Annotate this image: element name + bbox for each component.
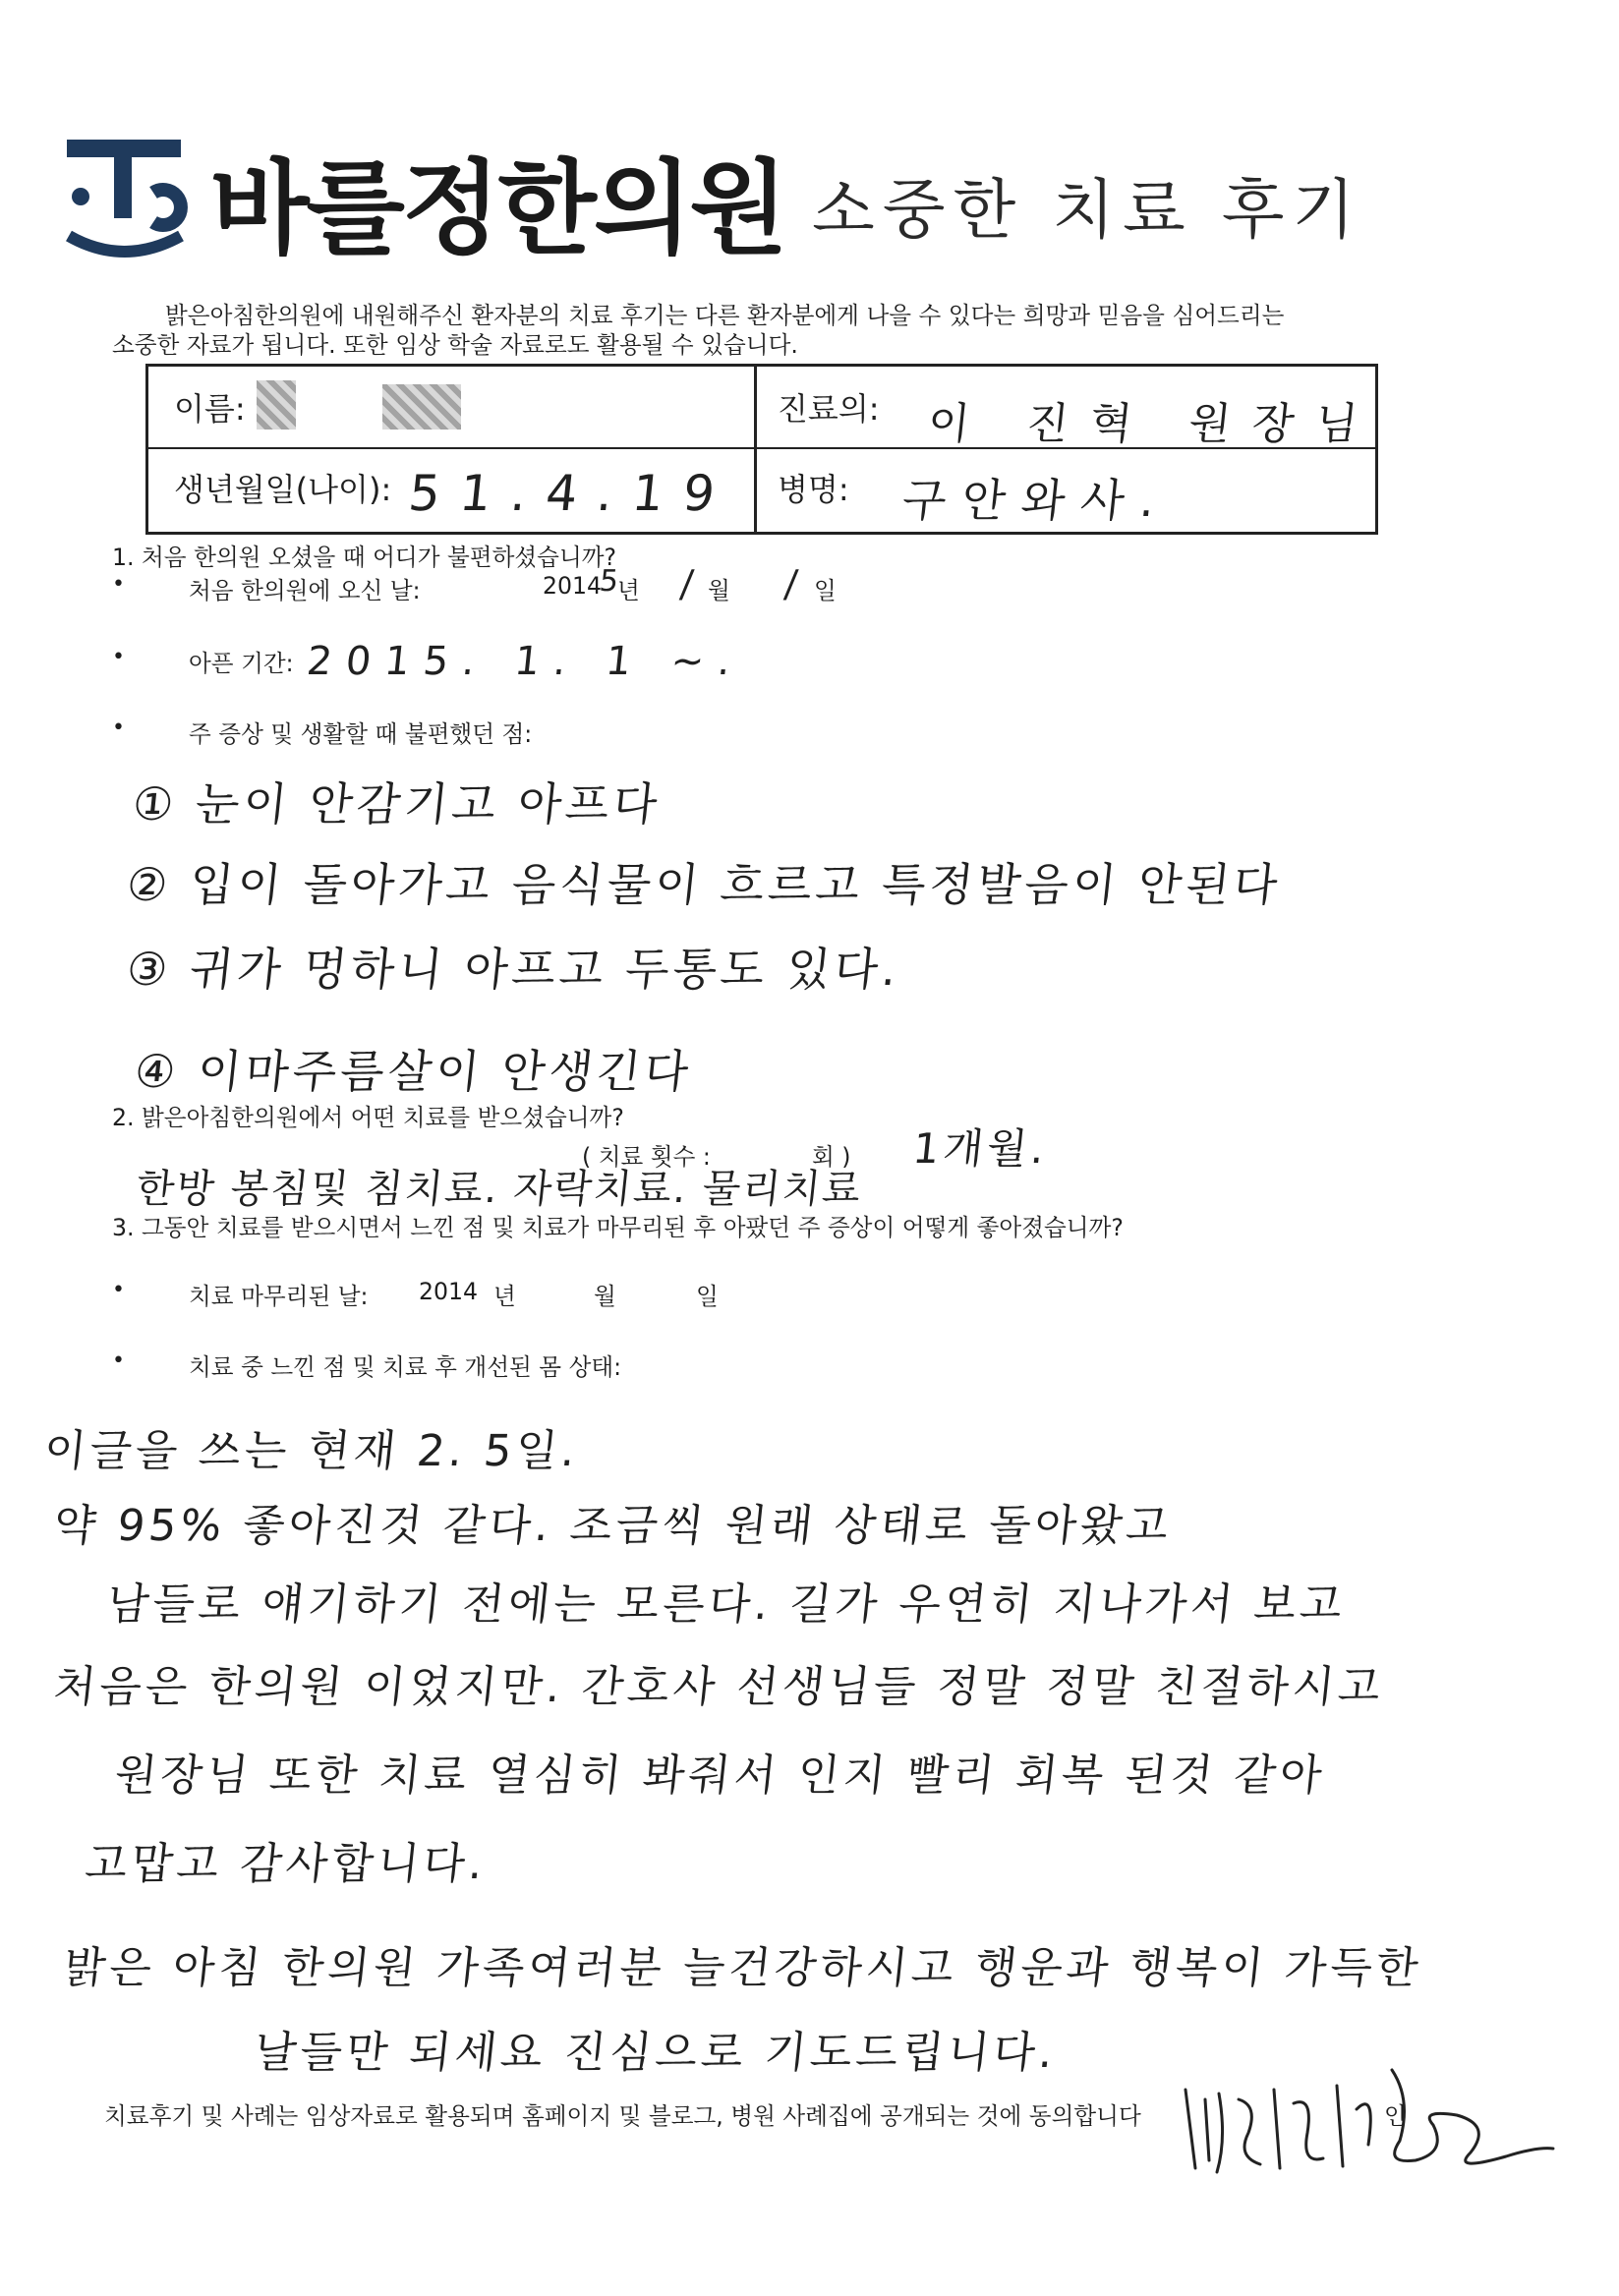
feeling-line: 날들만 되세요 진심으로 기도드립니다. bbox=[252, 2028, 1060, 2078]
end-date-year: 2014 bbox=[419, 1278, 479, 1305]
first-visit-day-unit: 일 bbox=[814, 577, 837, 604]
birth-value: 51.4.19 bbox=[406, 465, 737, 522]
treatment-count-value: 1개월. bbox=[910, 1124, 1051, 1173]
first-visit-month-unit: 월 bbox=[708, 577, 730, 604]
end-date-day-unit: 일 bbox=[696, 1283, 719, 1310]
redacted-name bbox=[257, 380, 296, 430]
intro-line-2: 소중한 자료가 됩니다. 또한 임상 학술 자료로도 활용될 수 있습니다. bbox=[112, 331, 798, 359]
signature bbox=[1176, 2050, 1559, 2184]
document-title: 소중한 치료 후기 bbox=[812, 172, 1363, 248]
pain-period-label: 아픈 기간: bbox=[189, 650, 294, 677]
disease-label: 병명: bbox=[778, 471, 849, 508]
treatments-received: 한방 봉침및 침치료. 자락치료. 물리치료 bbox=[134, 1167, 865, 1212]
doctor-label: 진료의: bbox=[778, 390, 880, 428]
feeling-line: 밝은 아침 한의원 가족여러분 늘건강하시고 행운과 행복이 가득한 bbox=[61, 1943, 1425, 1993]
feeling-line: 고맙고 감사합니다. bbox=[83, 1839, 490, 1889]
feeling-line: 남들로 얘기하기 전에는 모른다. 길가 우연히 지나가서 보고 bbox=[104, 1579, 1349, 1630]
symptoms-label: 주 증상 및 생활할 때 불편했던 점: bbox=[189, 720, 533, 748]
first-visit-year-unit: 년 bbox=[617, 577, 640, 604]
feeling-line: 처음은 한의원 이었지만. 간호사 선생님들 정말 정말 친절하시고 bbox=[51, 1662, 1387, 1712]
first-visit-year: 2014 bbox=[543, 572, 603, 600]
question-1-title: 1. 처음 한의원 오셨을 때 어디가 불편하셨습니까? bbox=[112, 544, 617, 571]
bullet: • bbox=[112, 645, 125, 669]
clinic-logo bbox=[59, 134, 197, 261]
doctor-value: 이 진혁 원장님 bbox=[925, 399, 1382, 449]
table-divider-vertical bbox=[754, 367, 757, 532]
question-2-title: 2. 밝은아침한의원에서 어떤 치료를 받으셨습니까? bbox=[112, 1104, 624, 1131]
feeling-line: 이글을 쓰는 현재 2. 5일. bbox=[41, 1426, 582, 1476]
symptom-line: ② 입이 돌아가고 음식물이 흐르고 특정발음이 안된다 bbox=[124, 858, 1285, 911]
first-visit-month-hand: / bbox=[678, 562, 700, 605]
bullet: • bbox=[112, 572, 125, 597]
patient-info-table bbox=[145, 364, 1382, 535]
first-visit-label: 처음 한의원에 오신 날: bbox=[189, 577, 421, 604]
symptom-line: ③ 귀가 멍하니 아프고 두통도 있다. bbox=[124, 943, 903, 996]
end-date-year-unit: 년 bbox=[493, 1283, 516, 1310]
consent-text: 치료후기 및 사례는 임상자료로 활용되며 홈페이지 및 블로그, 병원 사례집에 공개되는 것에 동의합니다 bbox=[104, 2102, 1141, 2130]
treatment-count-unit: 회 ) bbox=[812, 1143, 851, 1171]
name-label: 이름: bbox=[174, 390, 246, 428]
intro-line-1: 밝은아침한의원에 내원해주신 환자분의 치료 후기는 다른 환자분에게 나을 수 있다는 희망과 믿음을 심어드리는 bbox=[165, 302, 1285, 329]
birth-label: 생년월일(나이): bbox=[174, 471, 392, 508]
feeling-line: 원장님 또한 치료 열심히 봐줘서 인지 빨리 회복 된것 같아 bbox=[112, 1751, 1329, 1801]
redacted-name bbox=[382, 384, 461, 430]
first-visit-year-hand: 5 bbox=[598, 564, 624, 599]
treatment-count-label: ( 치료 횟수 : bbox=[582, 1143, 711, 1171]
first-visit-day-hand: / bbox=[782, 562, 804, 605]
disease-value: 구안와사. bbox=[899, 474, 1174, 527]
symptom-line: ④ 이마주름살이 안생긴다 bbox=[132, 1045, 695, 1098]
bullet: • bbox=[112, 1278, 125, 1302]
feeling-line: 약 95% 좋아진것 같다. 조금씩 원래 상태로 돌아왔고 bbox=[51, 1501, 1175, 1551]
feeling-label: 치료 중 느낀 점 및 치료 후 개선된 몸 상태: bbox=[189, 1353, 622, 1381]
question-3-title: 3. 그동안 치료를 받으시면서 느낀 점 및 치료가 마무리된 후 아팠던 주 증상이 어떻게 좋아졌습니까? bbox=[112, 1214, 1124, 1241]
symptom-line: ① 눈이 안감기고 아프다 bbox=[130, 777, 665, 831]
pain-period-value: 2015. 1. 1 ~. bbox=[305, 639, 747, 684]
clinic-name: 바를정한의원 bbox=[210, 148, 785, 268]
bullet: • bbox=[112, 716, 125, 740]
seal-unit: 인 bbox=[1384, 2102, 1407, 2130]
bullet: • bbox=[112, 1349, 125, 1373]
end-date-month-unit: 월 bbox=[594, 1283, 616, 1310]
end-date-label: 치료 마무리된 날: bbox=[189, 1283, 369, 1310]
